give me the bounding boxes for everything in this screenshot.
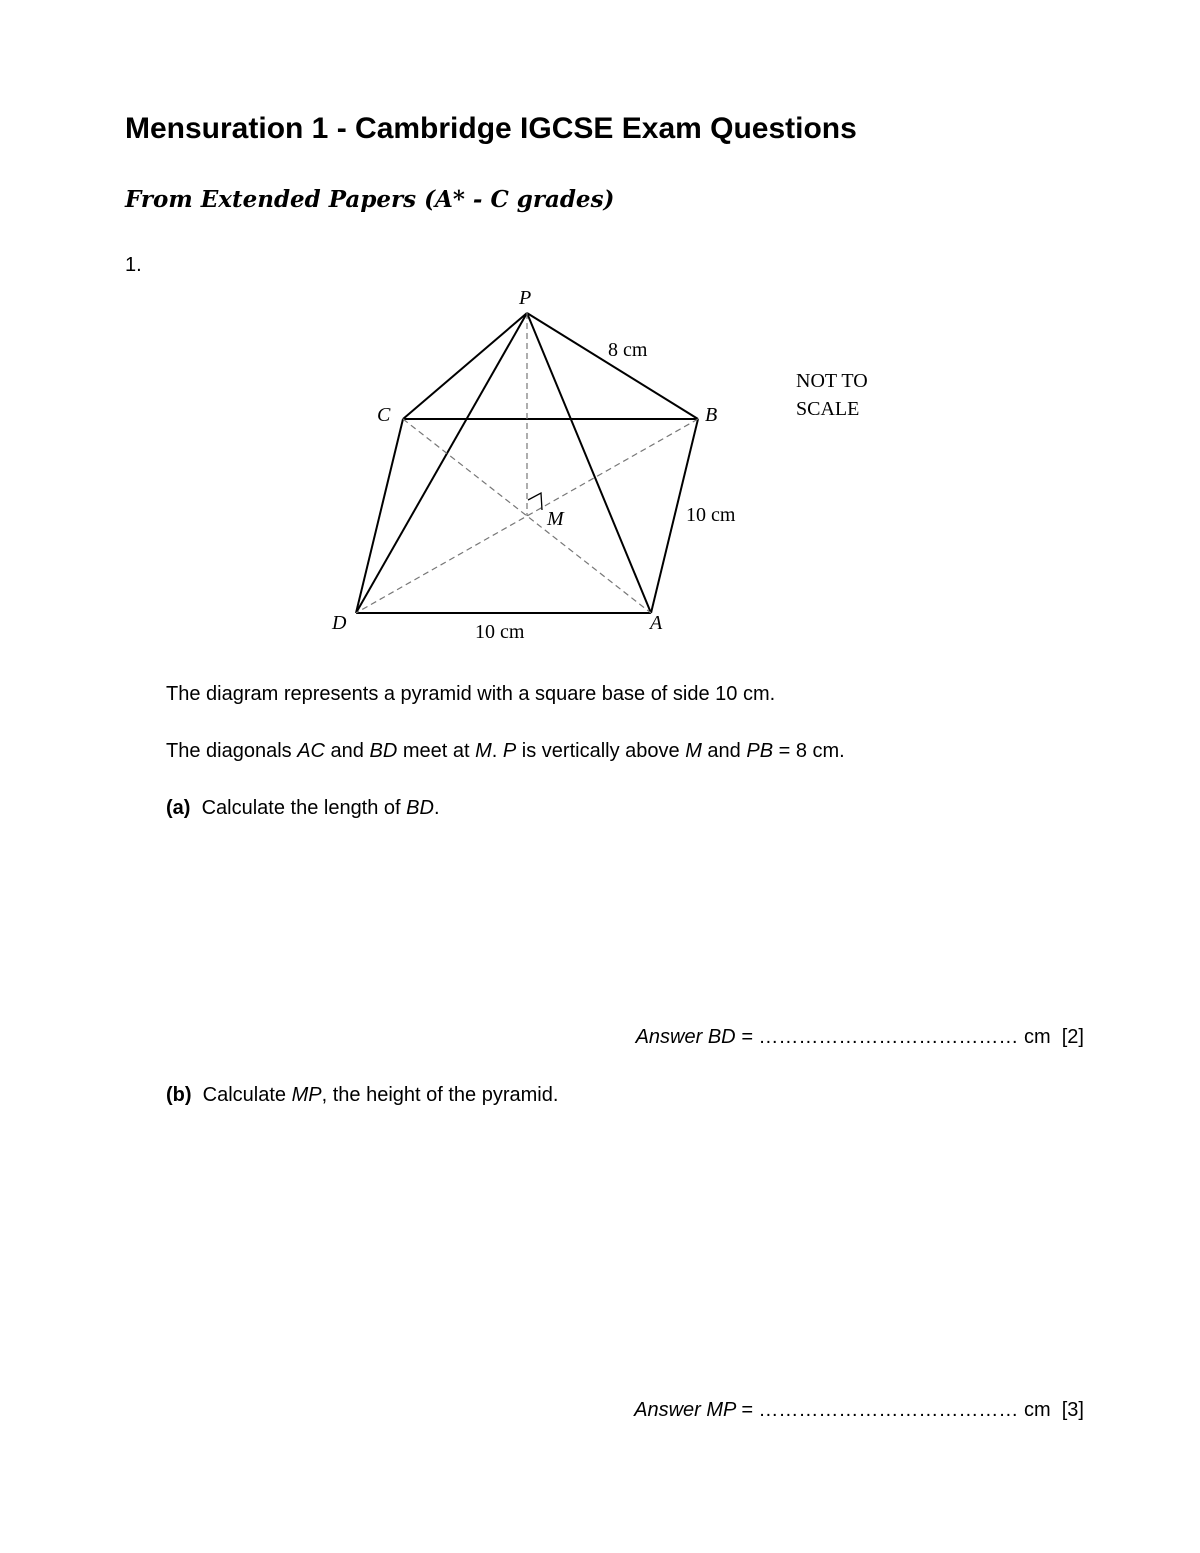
pyramid-diagram bbox=[320, 280, 900, 650]
part-a-answer-line: Answer BD = ………………………………… cm [2] bbox=[635, 1026, 1084, 1048]
part-b-answer-blank[interactable]: ………………………………… bbox=[758, 1399, 1019, 1421]
label-d: D bbox=[332, 612, 347, 634]
intro-line-1: The diagram represents a pyramid with a square base of side 10 cm. bbox=[166, 683, 776, 705]
part-b-question: (b) Calculate MP, the height of the pyramid. bbox=[166, 1084, 559, 1106]
label-a: A bbox=[650, 612, 663, 634]
label-da-length: 10 cm bbox=[475, 621, 525, 643]
label-m: M bbox=[547, 508, 564, 530]
part-a-marks: [2] bbox=[1061, 1026, 1084, 1048]
right-angle-mark bbox=[528, 493, 542, 510]
part-a-label: (a) bbox=[166, 797, 191, 819]
label-b: B bbox=[705, 404, 718, 426]
not-to-scale-line1: NOT TO bbox=[796, 370, 868, 392]
edge-cd bbox=[356, 419, 403, 613]
page-subtitle: From Extended Papers (A* - C grades) bbox=[125, 186, 615, 213]
edge-pc bbox=[403, 313, 527, 419]
label-pb-length: 8 cm bbox=[608, 339, 648, 361]
part-b-answer-line: Answer MP = ………………………………… cm [3] bbox=[634, 1399, 1084, 1421]
part-b-label: (b) bbox=[166, 1084, 192, 1106]
part-a-question: (a) Calculate the length of BD. bbox=[166, 797, 440, 819]
part-a-answer-blank[interactable]: ………………………………… bbox=[758, 1026, 1019, 1048]
label-ba-length: 10 cm bbox=[686, 504, 736, 526]
not-to-scale-line2: SCALE bbox=[796, 398, 860, 420]
label-c: C bbox=[377, 404, 391, 426]
part-b-marks: [3] bbox=[1061, 1399, 1084, 1421]
edge-pb bbox=[527, 313, 698, 419]
edge-pd bbox=[356, 313, 527, 613]
label-p: P bbox=[519, 287, 532, 309]
question-number: 1. bbox=[125, 254, 142, 276]
intro-line-2: The diagonals AC and BD meet at M. P is vertically above M and PB = 8 cm. bbox=[166, 740, 845, 762]
page-title: Mensuration 1 - Cambridge IGCSE Exam Questions bbox=[125, 112, 857, 145]
